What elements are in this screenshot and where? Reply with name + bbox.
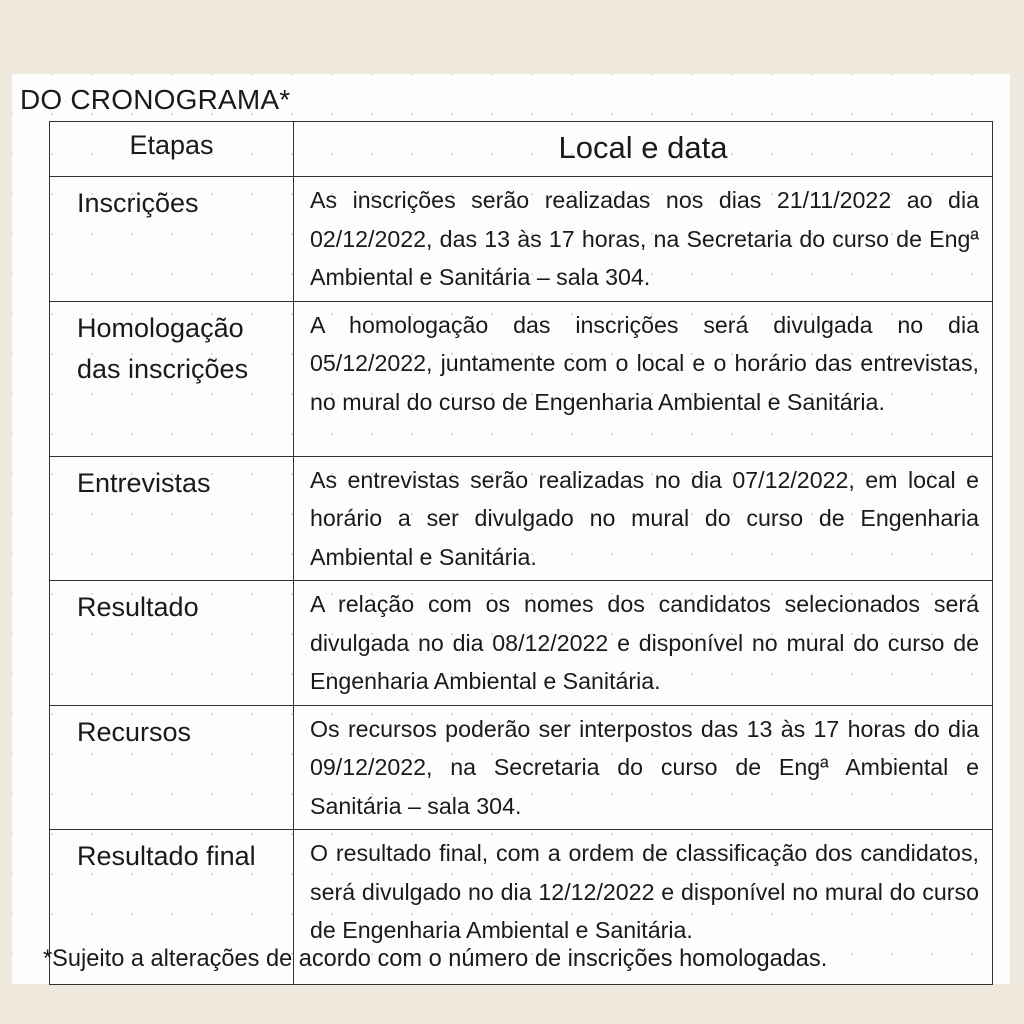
description-cell: As inscrições serão realizadas nos dias 21/11/2022 ao dia 02/12/2022, das 13 às 17 horas, na Secretaria do curso de Engª Ambiental e Sanitária – sala 304. xyxy=(294,177,993,302)
description-cell: Os recursos poderão ser interpostos das 13 às 17 horas do dia 09/12/2022, na Secretaria do curso de Engª Ambiental e Sanitária – sala 304. xyxy=(294,705,993,830)
table-row xyxy=(50,705,993,830)
description-cell: A homologação das inscrições será divulgada no dia 05/12/2022, juntamente com o local e o horário das entrevistas, no mural do curso de Engenharia Ambiental e Sanitária. xyxy=(294,301,993,456)
stage-cell: Resultado final xyxy=(50,830,294,985)
stage-cell: Resultado xyxy=(50,581,294,706)
table-row xyxy=(50,456,993,581)
table-header-row xyxy=(50,122,993,177)
stage-cell: Recursos xyxy=(50,705,294,830)
table-row xyxy=(50,581,993,706)
description-cell: A relação com os nomes dos candidatos selecionados será divulgada no dia 08/12/2022 e disponível no mural do curso de Engenharia Ambiental e Sanitária. xyxy=(294,581,993,706)
stage-cell: Homologação das inscrições xyxy=(50,301,294,456)
schedule-table xyxy=(49,121,993,985)
table-row xyxy=(50,301,993,456)
footnote: *Sujeito a alterações de acordo com o número de inscrições homologadas. xyxy=(43,946,828,972)
column-header-local-data: Local e data xyxy=(294,122,993,177)
section-heading: DO CRONOGRAMA* xyxy=(20,84,291,115)
description-cell: O resultado final, com a ordem de classificação dos candidatos, será divulgado no dia 12/12/2022 e disponível no mural do curso de Engenharia Ambiental e Sanitária. xyxy=(294,830,993,985)
column-header-etapas: Etapas xyxy=(50,122,294,177)
stage-cell: Entrevistas xyxy=(50,456,294,581)
stage-cell: Inscrições xyxy=(50,177,294,302)
description-cell: As entrevistas serão realizadas no dia 07/12/2022, em local e horário a ser divulgado no mural do curso de Engenharia Ambiental e Sanitária. xyxy=(294,456,993,581)
table-row xyxy=(50,177,993,302)
